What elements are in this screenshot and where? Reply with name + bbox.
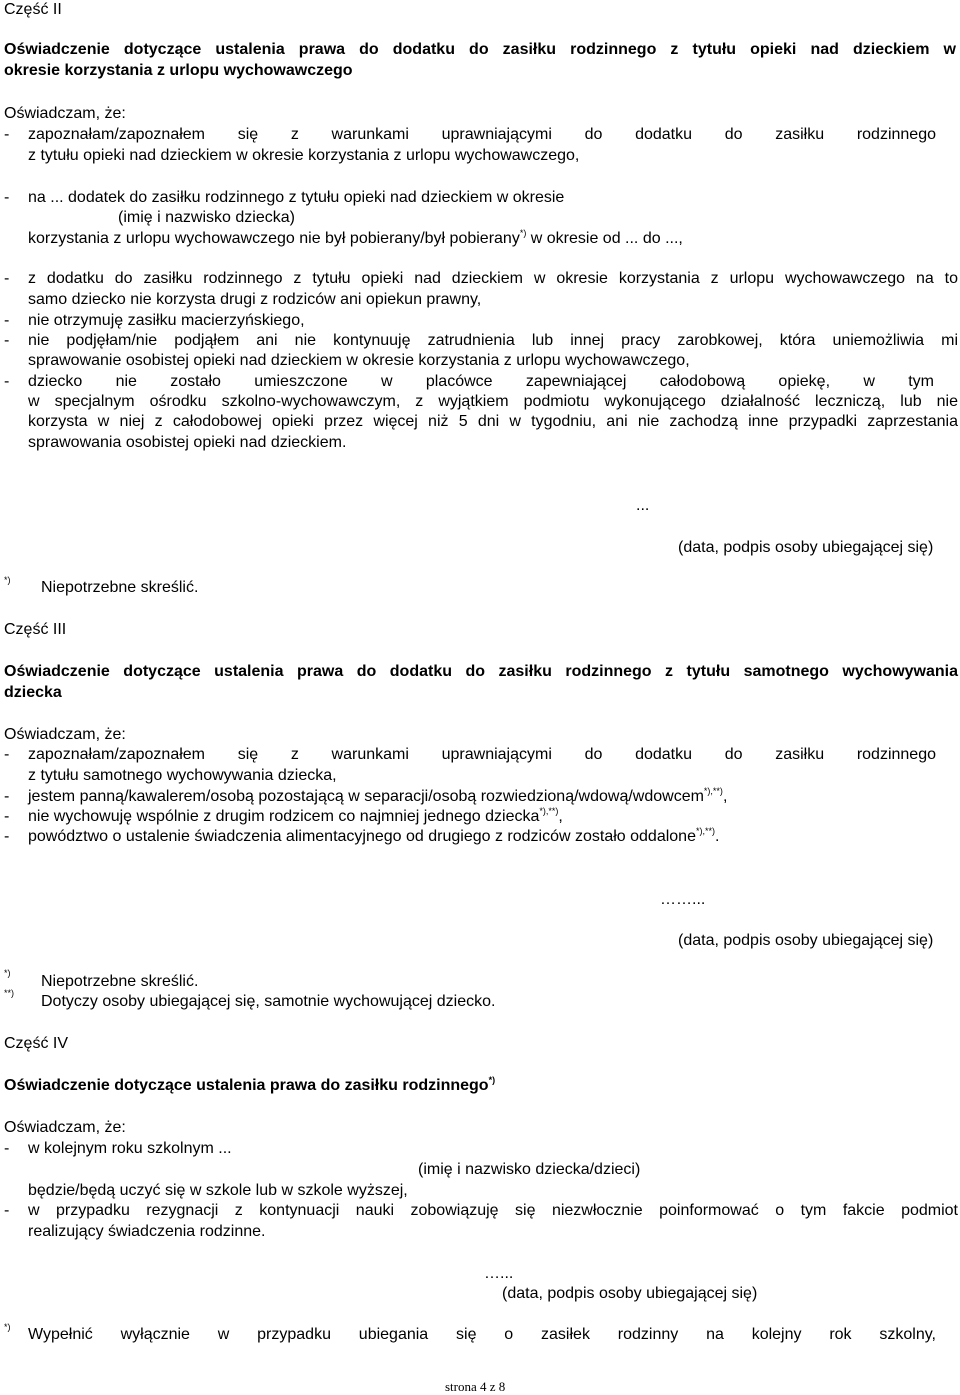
part2-item2-line2-b: w okresie od ... do ..., <box>526 230 683 247</box>
part4-title-text: Oświadczenie dotyczące ustalenia prawa do zasiłku rodzinnego <box>4 1077 489 1094</box>
part3-item1-line2: z tytułu samotnego wychowywania dziecka, <box>28 767 337 784</box>
part2-item1-line2: z tytułu opieki nad dzieckiem w okresie korzystania z urlopu wychowawczego, <box>28 147 580 164</box>
list-dash: - <box>4 788 10 805</box>
part3-heading: Część III <box>4 621 67 638</box>
list-dash: - <box>4 270 10 287</box>
part3-title-line2: dziecka <box>4 684 62 701</box>
part2-item2-caption: (imię i nazwisko dziecka) <box>118 209 295 226</box>
part2-title-line1: Oświadczenie dotyczące ustalenia prawa do dodatku do zasiłku rodzinnego z tytułu opieki nad dzieckiem w <box>4 41 956 58</box>
part3-item3 <box>28 807 563 827</box>
part2-footnote-text: Niepotrzebne skreślić. <box>41 579 199 596</box>
part3-footnote2-mark: **) <box>4 988 15 998</box>
part3-item4-end: . <box>714 828 720 845</box>
part4-item1-line2: będzie/będą uczyć się w szkole lub w szkole wyższej, <box>28 1182 408 1199</box>
footnote-ref: *) <box>488 1074 496 1085</box>
part4-signature-line: …... <box>484 1265 514 1282</box>
part3-item3-text: nie wychowuję wspólnie z drugim rodzicem co najmniej jednego dziecka <box>28 808 540 825</box>
part4-signature-caption: (data, podpis osoby ubiegającej się) <box>502 1285 758 1302</box>
part4-title <box>4 1076 495 1096</box>
list-dash: - <box>4 746 10 763</box>
part3-item1-line1: zapoznałam/zapoznałem się z warunkami uprawniającymi do dodatku do zasiłku rodzinnego <box>28 746 936 763</box>
part4-item1-caption: (imię i nazwisko dziecka/dzieci) <box>418 1161 641 1178</box>
list-dash: - <box>4 1140 10 1157</box>
list-dash: - <box>4 332 10 349</box>
part2-intro: Oświadczam, że: <box>4 105 126 122</box>
part3-item3-end: , <box>558 808 563 825</box>
footnote-ref: *),**) <box>695 825 715 836</box>
list-dash: - <box>4 808 10 825</box>
part4-footnote-text: Wypełnić wyłącznie w przypadku ubiegania się o zasiłek rodzinny na kolejny rok szkolny, <box>28 1326 936 1343</box>
part2-signature-caption: (data, podpis osoby ubiegającej się) <box>678 539 934 556</box>
part2-signature-line: ... <box>636 497 650 514</box>
part4-item2-line2: realizujący świadczenia rodzinne. <box>28 1223 266 1240</box>
part2-item6-line2: w specjalnym ośrodku szkolno-wychowawczym, z wyjątkiem podmiotu wykonującego działalność leczniczą, lub nie <box>28 393 958 410</box>
part4-footnote-mark: *) <box>4 1322 11 1332</box>
part3-item2-end: , <box>722 788 728 805</box>
part4-item1-line1: w kolejnym roku szkolnym ... <box>28 1140 232 1157</box>
part2-item5-line1: nie podjęłam/nie podjąłem ani nie kontynuuję zatrudnienia lub innej pracy zarobkowej, która uniemożliwia mi <box>28 332 958 349</box>
list-dash: - <box>4 828 10 845</box>
part3-footnote2-text: Dotyczy osoby ubiegającej się, samotnie wychowującej dziecko. <box>41 993 496 1010</box>
part4-intro: Oświadczam, że: <box>4 1119 126 1136</box>
page-number: strona 4 z 8 <box>445 1379 506 1394</box>
part2-item6-line1: dziecko nie zostało umieszczone w placówce zapewniającej całodobową opiekę, w tym <box>28 373 934 390</box>
part3-footnote1-text: Niepotrzebne skreślić. <box>41 973 199 990</box>
part3-intro: Oświadczam, że: <box>4 726 126 743</box>
part2-item5-line2: sprawowanie osobistej opieki nad dzieckiem w okresie korzystania z urlopu wychowawczego, <box>28 352 690 369</box>
list-dash: - <box>4 373 10 390</box>
list-dash: - <box>4 189 10 206</box>
part3-signature-line: ……... <box>660 891 706 908</box>
part3-item2-text: jestem panną/kawalerem/osobą pozostającą w separacji/osobą rozwiedzioną/wdową/wdowcem <box>28 788 704 805</box>
part2-footnote-mark: *) <box>4 575 11 585</box>
part2-title-line2: okresie korzystania z urlopu wychowawczego <box>4 62 353 79</box>
part4-heading: Część IV <box>4 1035 69 1052</box>
part2-heading: Część II <box>4 1 62 18</box>
list-dash: - <box>4 1202 10 1219</box>
part3-title-line1: Oświadczenie dotyczące ustalenia prawa do dodatku do zasiłku rodzinnego z tytułu samotnego wychowywania <box>4 663 958 680</box>
part2-item3-line1: z dodatku do zasiłku rodzinnego z tytułu opieki nad dzieckiem w okresie korzystania z urlopu wychowawczego na to <box>28 270 958 287</box>
part3-footnote1-mark: *) <box>4 968 11 978</box>
part4-item2-line1: w przypadku rezygnacji z kontynuacji nauki zobowiązuję się niezwłocznie poinformować o tym fakcie podmiot <box>28 1202 958 1219</box>
part2-item6-line3: korzysta w niej z całodobowej opieki przez więcej niż 5 dni w tygodniu, ani nie zachodzą inne przypadki zaprzestania <box>28 413 958 430</box>
list-dash: - <box>4 126 10 143</box>
part2-item3-line2: samo dziecko nie korzysta drugi z rodziców ani opiekun prawny, <box>28 291 482 308</box>
part2-item2-line2-a: korzystania z urlopu wychowawczego nie był pobierany/był pobierany <box>28 230 520 247</box>
part2-item1-line1: zapoznałam/zapoznałem się z warunkami uprawniającymi do dodatku do zasiłku rodzinnego <box>28 126 936 143</box>
footnote-ref: *),**) <box>539 805 559 816</box>
part3-signature-caption: (data, podpis osoby ubiegającej się) <box>678 932 934 949</box>
part3-item4-text: powództwo o ustalenie świadczenia alimentacyjnego od drugiego z rodziców zostało oddalone <box>28 828 696 845</box>
part3-item4 <box>28 827 719 847</box>
part2-item2-line1: na ... dodatek do zasiłku rodzinnego z tytułu opieki nad dzieckiem w okresie <box>28 189 565 206</box>
part2-item6-line4: sprawowania osobistej opieki nad dzieckiem. <box>28 434 347 451</box>
part2-item2-line2 <box>28 229 683 249</box>
footnote-ref: *),**) <box>703 785 723 796</box>
part2-item4: nie otrzymuję zasiłku macierzyńskiego, <box>28 312 305 329</box>
footnote-ref: *) <box>519 227 527 238</box>
list-dash: - <box>4 312 10 329</box>
part3-item2 <box>28 787 727 807</box>
